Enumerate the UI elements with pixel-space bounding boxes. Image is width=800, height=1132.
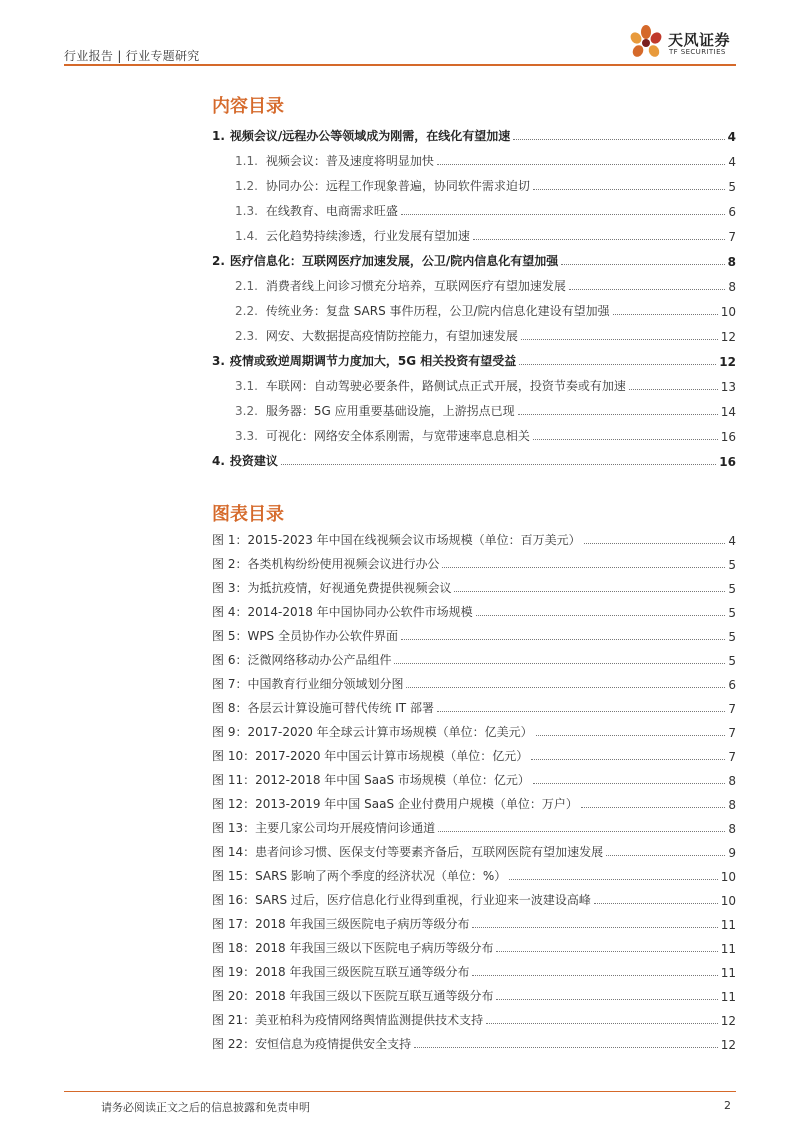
- figure-entry-page: 11: [720, 942, 736, 956]
- dot-leader: [438, 830, 725, 832]
- dot-leader: [569, 288, 725, 290]
- figures-title: 图表目录: [212, 504, 284, 525]
- dot-leader: [518, 413, 718, 415]
- toc-entry-page: 10: [720, 305, 736, 319]
- toc-entry-text: 医疗信息化：互联网医疗加速发展，公卫/院内信息化有望加强: [229, 254, 559, 268]
- figure-entry[interactable]: [212, 1004, 736, 1028]
- figure-entry[interactable]: [212, 620, 736, 644]
- toc-entry-title: [212, 127, 510, 144]
- figure-entry-page: 8: [728, 822, 736, 836]
- figure-entry-text: 图 3：为抵抗疫情，好视通免费提供视频会议: [212, 581, 452, 595]
- dot-leader: [476, 614, 726, 616]
- dot-leader: [521, 338, 718, 340]
- toc-entry-number: 1.: [212, 129, 225, 143]
- figure-entry-text: 图 17：2018 年我国三级医院电子病历等级分布: [212, 917, 470, 931]
- figure-entry[interactable]: [212, 932, 736, 956]
- figure-entry-text: 图 20：2018 年我国三级以下医院互联互通等级分布: [212, 989, 494, 1003]
- toc-entry[interactable]: [212, 244, 736, 269]
- dot-leader: [581, 806, 725, 808]
- figure-entry-page: 5: [728, 558, 736, 572]
- figure-entry-page: 11: [720, 990, 736, 1004]
- toc-entry-number: 1.3.: [235, 204, 258, 218]
- figure-entry-text: 图 4：2014-2018 年中国协同办公软件市场规模: [212, 605, 473, 619]
- dot-leader: [406, 686, 725, 688]
- toc-entry-text: 车联网：自动驾驶必要条件，路侧试点正式开展，投资节奏或有加速: [265, 379, 626, 393]
- figure-entry-text: 图 2：各类机构纷纷使用视频会议进行办公: [212, 557, 440, 571]
- dot-leader: [594, 902, 718, 904]
- toc-entry-title: [212, 452, 278, 469]
- toc-entry-title: [235, 402, 515, 419]
- figure-entry-text: 图 8：各层云计算设施可替代传统 IT 部署: [212, 701, 434, 715]
- toc-entry-number: 2.1.: [235, 279, 258, 293]
- dot-leader: [437, 710, 725, 712]
- flower-logo-icon: [626, 24, 666, 62]
- figure-entry[interactable]: [212, 572, 736, 596]
- toc-entry-page: 13: [720, 380, 736, 394]
- toc-list: [212, 119, 736, 469]
- dot-leader: [401, 638, 725, 640]
- toc-entry-title: [235, 202, 398, 219]
- toc-entry-text: 云化趋势持续渗透，行业发展有望加速: [265, 229, 470, 243]
- toc-entry-page: 8: [728, 280, 736, 294]
- toc-entry[interactable]: [212, 394, 736, 419]
- toc-entry-page: 4: [727, 130, 736, 144]
- toc-entry-title: [235, 427, 530, 444]
- toc-entry-title: [235, 177, 530, 194]
- toc-entry-page: 7: [728, 230, 736, 244]
- figure-entry[interactable]: [212, 836, 736, 860]
- figure-entry[interactable]: [212, 644, 736, 668]
- figures-list: [212, 524, 736, 1052]
- toc-entry-text: 消费者线上问诊习惯充分培养，互联网医疗有望加速发展: [265, 279, 566, 293]
- figure-entry-page: 7: [728, 750, 736, 764]
- dot-leader: [414, 1046, 718, 1048]
- dot-leader: [472, 974, 717, 976]
- dot-leader: [533, 782, 725, 784]
- figure-entry-text: 图 22：安恒信息为疫情提供安全支持: [212, 1037, 412, 1051]
- dot-leader: [629, 388, 718, 390]
- toc-entry[interactable]: [212, 444, 736, 469]
- dot-leader: [509, 878, 717, 880]
- disclaimer-note: 请务必阅读正文之后的信息披露和免责申明: [101, 1101, 310, 1114]
- toc-entry-title: [235, 227, 470, 244]
- dot-leader: [613, 313, 718, 315]
- toc-entry-page: 5: [728, 180, 736, 194]
- toc-title: 内容目录: [212, 96, 284, 117]
- toc-entry-number: 4.: [212, 454, 225, 468]
- toc-entry[interactable]: [212, 344, 736, 369]
- figure-entry[interactable]: [212, 668, 736, 692]
- figure-entry-page: 8: [728, 798, 736, 812]
- toc-entry-page: 6: [728, 205, 736, 219]
- toc-entry-number: 3.: [212, 354, 225, 368]
- figure-entry-page: 10: [720, 870, 736, 884]
- figure-entry-text: 图 16：SARS 过后，医疗信息化行业得到重视，行业迎来一波建设高峰: [212, 893, 591, 907]
- toc-entry-text: 投资建议: [229, 454, 278, 468]
- toc-entry-number: 1.2.: [235, 179, 258, 193]
- dot-leader: [442, 566, 725, 568]
- dot-leader: [561, 263, 724, 265]
- dot-leader: [533, 438, 718, 440]
- figure-entry-text: 图 11：2012-2018 年中国 SaaS 市场规模（单位：亿元）: [212, 773, 530, 787]
- figure-entry-text: 图 19：2018 年我国三级医院互联互通等级分布: [212, 965, 470, 979]
- toc-entry-page: 4: [728, 155, 736, 169]
- figure-entry-page: 11: [720, 966, 736, 980]
- figure-entry[interactable]: [212, 716, 736, 740]
- toc-entry-number: 1.4.: [235, 229, 258, 243]
- brand-name-cn: 天风证券: [668, 31, 731, 49]
- footer-divider: [64, 1091, 736, 1092]
- figure-entry-page: 5: [728, 654, 736, 668]
- figure-entry-page: 5: [728, 630, 736, 644]
- toc-entry-title: [235, 377, 626, 394]
- toc-entry[interactable]: [212, 294, 736, 319]
- toc-entry[interactable]: [212, 144, 736, 169]
- figure-entry-page: 7: [728, 726, 736, 740]
- toc-entry-text: 服务器：5G 应用重要基础设施，上游拐点已现: [265, 404, 515, 418]
- figure-entry-text: 图 10：2017-2020 年中国云计算市场规模（单位：亿元）: [212, 749, 529, 763]
- toc-entry[interactable]: [212, 269, 736, 294]
- toc-entry-number: 3.3.: [235, 429, 258, 443]
- dot-leader: [519, 363, 716, 365]
- figure-entry-text: 图 18：2018 年我国三级以下医院电子病历等级分布: [212, 941, 494, 955]
- brand-logo: [626, 24, 738, 62]
- dot-leader: [496, 998, 717, 1000]
- figure-entry-text: 图 13：主要几家公司均开展疫情问诊通道: [212, 821, 436, 835]
- toc-entry-text: 在线教育、电商需求旺盛: [265, 204, 398, 218]
- dot-leader: [584, 542, 726, 544]
- toc-entry-number: 2.2.: [235, 304, 258, 318]
- dot-leader: [394, 662, 725, 664]
- toc-entry-number: 2.: [212, 254, 225, 268]
- toc-entry-title: [212, 352, 516, 369]
- dot-leader: [454, 590, 725, 592]
- figure-entry-page: 12: [720, 1014, 736, 1028]
- toc-entry-text: 视频会议/远程办公等领域成为刚需，在线化有望加速: [229, 129, 511, 143]
- toc-entry[interactable]: [212, 219, 736, 244]
- figure-entry[interactable]: [212, 596, 736, 620]
- toc-entry-number: 3.1.: [235, 379, 258, 393]
- toc-entry-page: 8: [727, 255, 736, 269]
- toc-entry-text: 传统业务：复盘 SARS 事件历程，公卫/院内信息化建设有望加强: [265, 304, 610, 318]
- figure-entry[interactable]: [212, 692, 736, 716]
- toc-entry[interactable]: [212, 319, 736, 344]
- figure-entry[interactable]: [212, 812, 736, 836]
- figure-entry[interactable]: [212, 548, 736, 572]
- dot-leader: [531, 758, 725, 760]
- figure-entry-text: 图 6：泛微网络移动办公产品组件: [212, 653, 392, 667]
- figure-entry-text: 图 15：SARS 影响了两个季度的经济状况（单位：%）: [212, 869, 507, 883]
- dot-leader: [536, 734, 726, 736]
- figure-entry-page: 6: [728, 678, 736, 692]
- figure-entry-page: 5: [728, 606, 736, 620]
- toc-entry-title: [235, 277, 566, 294]
- toc-entry-text: 视频会议：普及速度将明显加快: [265, 154, 434, 168]
- header-divider: [64, 64, 736, 66]
- figure-entry-text: 图 5：WPS 全员协作办公软件界面: [212, 629, 398, 643]
- page-number: 2: [724, 1099, 731, 1112]
- toc-entry[interactable]: [212, 194, 736, 219]
- dot-leader: [401, 213, 725, 215]
- figure-entry-page: 5: [728, 582, 736, 596]
- toc-entry-text: 疫情或致逆周期调节力度加大，5G 相关投资有望受益: [229, 354, 517, 368]
- figure-entry[interactable]: [212, 908, 736, 932]
- brand-name-en: TF SECURITIES: [669, 48, 726, 56]
- figure-entry[interactable]: [212, 788, 736, 812]
- figure-entry[interactable]: [212, 740, 736, 764]
- figure-entry-page: 11: [720, 918, 736, 932]
- toc-entry-number: 2.3.: [235, 329, 258, 343]
- figure-entry-text: 图 21：美亚柏科为疫情网络舆情监测提供技术支持: [212, 1013, 484, 1027]
- dot-leader: [496, 950, 717, 952]
- dot-leader: [437, 163, 725, 165]
- toc-entry-title: [235, 327, 518, 344]
- toc-entry-page: 12: [720, 330, 736, 344]
- toc-entry-title: [212, 252, 558, 269]
- figure-entry-page: 12: [720, 1038, 736, 1052]
- figure-entry-page: 8: [728, 774, 736, 788]
- toc-entry-title: [235, 152, 434, 169]
- figure-entry[interactable]: [212, 524, 736, 548]
- toc-entry-text: 可视化：网络安全体系刚需，与宽带速率息息相关: [265, 429, 530, 443]
- toc-entry-number: 3.2.: [235, 404, 258, 418]
- toc-entry-text: 协同办公：远程工作现象普遍，协同软件需求迫切: [265, 179, 530, 193]
- toc-entry[interactable]: [212, 369, 736, 394]
- toc-entry-page: 16: [720, 430, 736, 444]
- figure-entry[interactable]: [212, 884, 736, 908]
- dot-leader: [473, 238, 725, 240]
- dot-leader: [486, 1022, 718, 1024]
- dot-leader: [472, 926, 717, 928]
- figure-entry-text: 图 1：2015-2023 年中国在线视频会议市场规模（单位：百万美元）: [212, 533, 581, 547]
- figure-entry-text: 图 9：2017-2020 年全球云计算市场规模（单位：亿美元）: [212, 725, 533, 739]
- figure-entry-text: 图 7：中国教育行业细分领域划分图: [212, 677, 404, 691]
- header-title: 行业报告 | 行业专题研究: [64, 49, 200, 63]
- figure-entry[interactable]: [212, 860, 736, 884]
- figure-entry-page: 7: [728, 702, 736, 716]
- figure-entry-text: 图 14：患者问诊习惯、医保支付等要素齐备后，互联网医院有望加速发展: [212, 845, 604, 859]
- figure-entry[interactable]: [212, 980, 736, 1004]
- toc-entry[interactable]: [212, 119, 736, 144]
- toc-entry[interactable]: [212, 419, 736, 444]
- dot-leader: [606, 854, 725, 856]
- figure-entry-text: 图 12：2013-2019 年中国 SaaS 企业付费用户规模（单位：万户）: [212, 797, 578, 811]
- toc-entry-page: 14: [720, 405, 736, 419]
- figure-entry-page: 9: [728, 846, 736, 860]
- dot-leader: [513, 138, 724, 140]
- dot-leader: [533, 188, 725, 190]
- dot-leader: [281, 463, 716, 465]
- toc-entry-page: 12: [719, 355, 736, 369]
- figure-entry-page: 10: [720, 894, 736, 908]
- figure-entry[interactable]: [212, 1028, 736, 1052]
- figure-entry[interactable]: [212, 764, 736, 788]
- toc-entry[interactable]: [212, 169, 736, 194]
- figure-entry[interactable]: [212, 956, 736, 980]
- figure-entry-page: 4: [728, 534, 736, 548]
- toc-entry-title: [235, 302, 610, 319]
- toc-entry-page: 16: [719, 455, 736, 469]
- toc-entry-number: 1.1.: [235, 154, 258, 168]
- toc-entry-text: 网安、大数据提高疫情防控能力，有望加速发展: [265, 329, 518, 343]
